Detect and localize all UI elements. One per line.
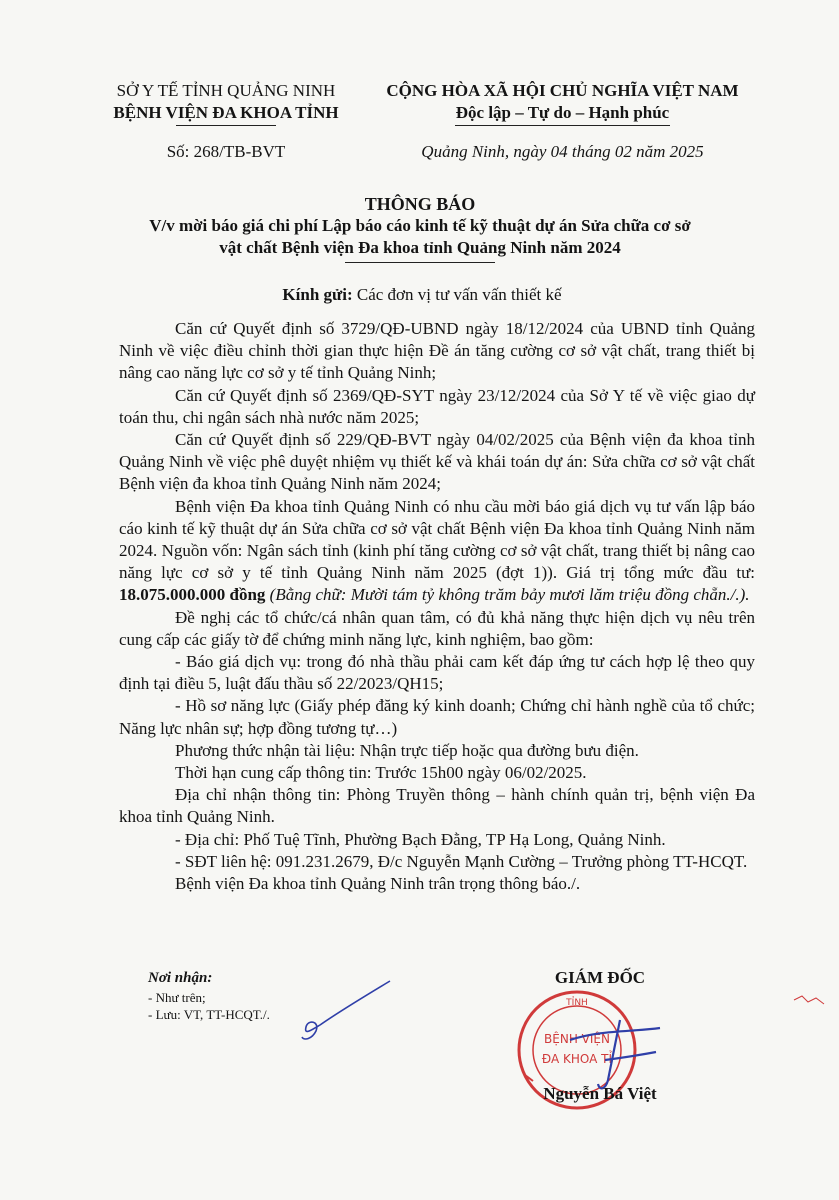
recipient-item: - Lưu: VT, TT-HCQT./.	[148, 1007, 270, 1022]
body-paragraph: Địa chỉ nhận thông tin: Phòng Truyền thông – hành chính quản trị, bệnh viện Đa khoa tỉnh Quảng Ninh.	[119, 785, 755, 827]
recipient-item: - Như trên;	[148, 990, 206, 1005]
subject-line-2: vật chất Bệnh viện Đa khoa tỉnh Quảng Ninh năm 2024	[219, 238, 621, 257]
national-header	[360, 80, 765, 163]
body-paragraph: Căn cứ Quyết định số 2369/QĐ-SYT ngày 23/12/2024 của Sở Y tế về việc giao dự toán thu, chi ngân sách nhà nước năm 2025;	[119, 385, 755, 427]
seal-text-line1: BỆNH VIỆN	[544, 1032, 610, 1046]
motto-underline	[455, 125, 670, 126]
issuing-authority	[96, 80, 356, 163]
requirement-item: - Báo giá dịch vụ: trong đó nhà thầu phải cam kết đáp ứng tư cách hợp lệ theo quy định tại điều 5, luật đấu thầu số 22/2023/QH15;	[119, 652, 755, 694]
parent-organization: SỞ Y TẾ TỈNH QUẢNG NINH	[116, 81, 336, 100]
body-paragraph-funding	[119, 496, 755, 607]
funding-text: Bệnh viện Đa khoa tỉnh Quảng Ninh có nhu cầu mời báo giá dịch vụ tư vấn lập báo cáo kinh tế kỹ thuật dự án Sửa chữa cơ sở vật chất Bệnh viện Đa khoa tỉnh Quảng Ninh năm 2024. Nguồn vốn: Ngân sách tỉnh (kinh phí tăng cường cơ sở vật chất, trang thiết bị nâng cao năng lực cơ sở y tế tỉnh Quảng Ninh năm 2025 (đợt 1)). Giá trị tổng mức đầu tư:	[119, 496, 755, 583]
contact-address: - Địa chỉ: Phố Tuệ Tĩnh, Phường Bạch Đằng, TP Hạ Long, Quảng Ninh.	[175, 829, 666, 849]
recipients-label: Nơi nhận:	[148, 970, 213, 986]
header-left-underline	[176, 125, 276, 126]
issuing-organization: BỆNH VIỆN ĐA KHOA TỈNH	[113, 103, 339, 122]
amount-in-words: (Bằng chữ: Mười tám tỷ không trăm bảy mươi lăm triệu đồng chẵn./.).	[265, 585, 750, 605]
signer-name: Nguyễn Bá Việt	[543, 1084, 657, 1103]
contact-phone: - SĐT liên hệ: 091.231.2679, Đ/c Nguyễn Mạnh Cường – Trưởng phòng TT-HCQT.	[175, 851, 748, 871]
closing-line: Bệnh viện Đa khoa tỉnh Quảng Ninh trân trọng thông báo./.	[175, 874, 581, 894]
salutation-label: Kính gửi:	[282, 285, 353, 304]
national-motto: Độc lập – Tự do – Hạnh phúc	[455, 103, 670, 122]
red-pen-mark	[790, 990, 830, 1010]
document-title: THÔNG BÁO	[364, 194, 476, 214]
subject-line-1: V/v mời báo giá chi phí Lập báo cáo kinh tế kỹ thuật dự án Sửa chữa cơ sở	[149, 216, 691, 235]
nation-title: CỘNG HÒA XÃ HỘI CHỦ NGHĨA VIỆT NAM	[386, 81, 739, 100]
body-paragraph: Căn cứ Quyết định số 229/QĐ-BVT ngày 04/02/2025 của Bệnh viện đa khoa tỉnh Quảng Ninh về việc phê duyệt nhiệm vụ thiết kế và khái toán dự án: Sửa chữa cơ sở vật chất Bệnh viện đa khoa tỉnh Quảng Ninh năm 2024;	[119, 430, 755, 494]
requirement-item: - Hồ sơ năng lực (Giấy phép đăng ký kinh doanh; Chứng chỉ hành nghề của tổ chức; Năng lực nhân sự; hợp đồng tương tự…)	[119, 696, 755, 738]
signer-position: GIÁM ĐỐC	[554, 968, 646, 987]
body-paragraph: Đề nghị các tổ chức/cá nhân quan tâm, có đủ khả năng thực hiện dịch vụ nêu trên cung cấp các giấy tờ để chứng minh năng lực, kinh nghiệm, bao gồm:	[119, 607, 755, 649]
initial-signature	[290, 975, 410, 1045]
document-body	[119, 318, 755, 895]
body-paragraph: Phương thức nhận tài liệu: Nhận trực tiếp hoặc qua đường bưu điện.	[175, 740, 639, 760]
place-and-date: Quảng Ninh, ngày 04 tháng 02 năm 2025	[421, 142, 704, 161]
seal-text-top: TỈNH	[566, 998, 588, 1008]
title-underline	[345, 262, 495, 263]
seal-text-line2: ĐA KHOA TỈ	[541, 1052, 613, 1066]
document-number: Số: 268/TB-BVT	[166, 142, 286, 161]
investment-amount: 18.075.000.000 đồng	[119, 585, 266, 605]
document-title-block	[110, 193, 730, 263]
body-paragraph: Thời hạn cung cấp thông tin: Trước 15h00 ngày 06/02/2025.	[175, 763, 587, 783]
salutation	[96, 284, 748, 306]
signature-block	[480, 968, 720, 1104]
body-paragraph: Căn cứ Quyết định số 3729/QĐ-UBND ngày 18/12/2024 của UBND tỉnh Quảng Ninh về việc điều chỉnh thời gian thực hiện Đề án tăng cường cơ sở vật chất, trang thiết bị nâng cao năng lực cơ sở y tế tỉnh Quảng Ninh;	[119, 319, 755, 383]
salutation-addressee: Các đơn vị tư vấn vấn thiết kế	[352, 285, 562, 304]
